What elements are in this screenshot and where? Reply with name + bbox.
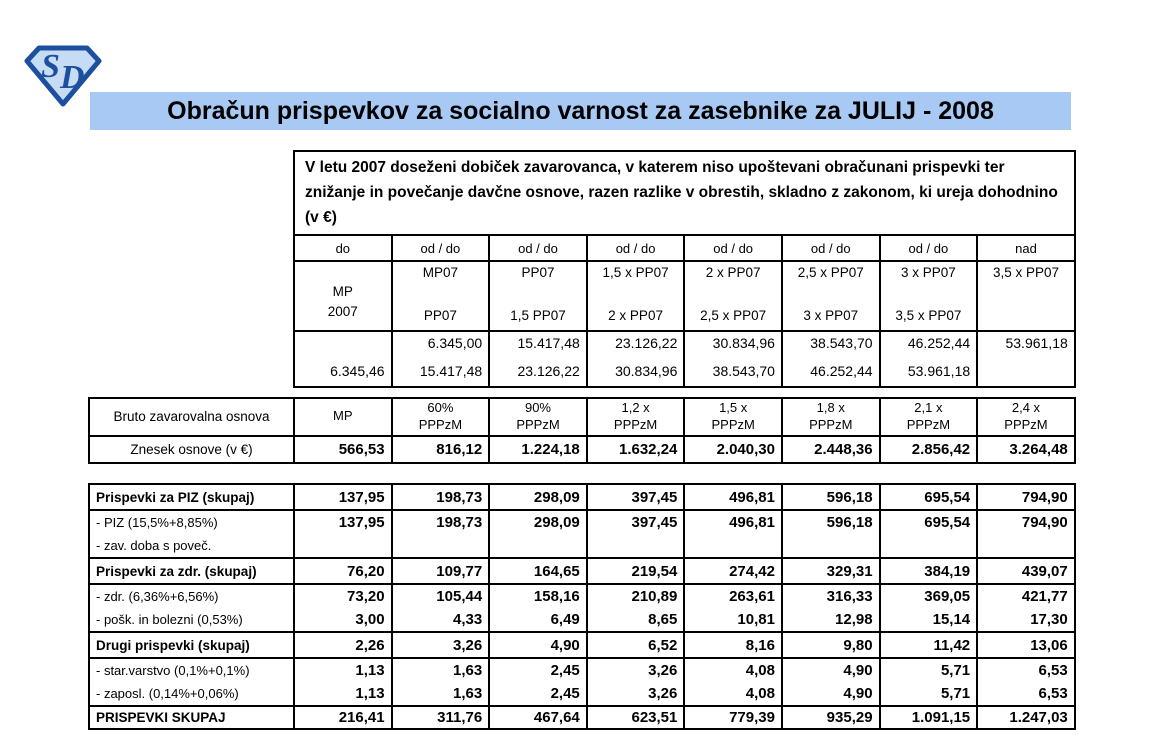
base-header-label: Bruto zavarovalna osnova <box>89 398 294 436</box>
amount-cell <box>587 534 685 558</box>
table-row <box>89 484 1075 510</box>
amount-cell: 779,39 <box>684 706 782 729</box>
column-header-line: PPPzM <box>613 416 658 432</box>
amount-cell: 73,20 <box>294 584 392 608</box>
amount-cell <box>880 534 978 558</box>
logo-letter-d: D <box>60 59 85 96</box>
row-label-cell: - zaposl. (0,14%+0,06%) <box>89 682 294 706</box>
amount-cell: 3,26 <box>587 658 685 682</box>
amount-range-cell <box>294 331 392 387</box>
amount-cell <box>392 534 490 558</box>
amount-range-cell <box>782 331 880 387</box>
amount-cell: 369,05 <box>880 584 978 608</box>
amount-top: 38.543,70 <box>810 335 873 352</box>
row-label-cell: Prispevki za zdr. (skupaj) <box>89 558 294 584</box>
amount-range-cell <box>684 331 782 387</box>
threshold-bottom: PP07 <box>423 308 457 324</box>
table-row <box>89 558 1075 584</box>
amount-cell: 1.091,15 <box>880 706 978 729</box>
amount-cell: 158,16 <box>489 584 587 608</box>
column-header-line: PPPzM <box>1004 416 1048 432</box>
profit-table-heading: V letu 2007 doseženi dobiček zavarovanca, v katerem niso upoštevani obračunani prispevki ter znižanje in povečanje davčne osnove, razen razlike v obrestih, skladno z zakonom, ki ureja dohodnino (v €) <box>294 151 1075 235</box>
range-type-cell: od / do <box>392 235 490 261</box>
amount-bottom: 23.126,22 <box>517 363 580 380</box>
base-value-label: Znesek osnove (v €) <box>89 436 294 463</box>
amount-cell: 5,71 <box>880 658 978 682</box>
amount-cell: 496,81 <box>684 484 782 510</box>
table-row <box>89 658 1075 682</box>
threshold-bottom: 3,5 x PP07 <box>895 308 962 324</box>
threshold-label-cell <box>294 261 392 331</box>
row-label-cell: PRISPEVKI SKUPAJ <box>89 706 294 729</box>
amount-cell: 1.247,03 <box>977 706 1075 729</box>
threshold-top: 2 x PP07 <box>705 265 761 281</box>
column-header-line: PPPzM <box>711 416 755 432</box>
amount-cell: 1,63 <box>392 658 490 682</box>
threshold-top: PP07 <box>521 265 555 281</box>
base-amount-cell: 2.040,30 <box>684 436 782 463</box>
base-amount-cell: 1.632,24 <box>587 436 685 463</box>
amount-cell: 6,53 <box>977 658 1075 682</box>
range-type-cell: nad <box>977 235 1075 261</box>
amount-cell: 17,30 <box>977 608 1075 632</box>
threshold-top: MP07 <box>422 265 459 281</box>
amount-cell: 2,26 <box>294 632 392 658</box>
amount-cell: 274,42 <box>684 558 782 584</box>
amount-cell: 1,13 <box>294 682 392 706</box>
amount-top: 46.252,44 <box>907 335 971 352</box>
base-amount-cell: 566,53 <box>294 436 392 463</box>
table-row <box>89 534 1075 558</box>
amount-top: 30.834,96 <box>712 335 775 352</box>
amount-cell: 316,33 <box>782 584 880 608</box>
row-label-cell: - PIZ (15,5%+8,85%) <box>89 510 294 534</box>
amount-cell: 421,77 <box>977 584 1075 608</box>
amount-bottom: 15.417,48 <box>419 363 483 380</box>
amount-cell: 8,16 <box>684 632 782 658</box>
amount-cell: 623,51 <box>587 706 685 729</box>
column-header-line: 2,1 x <box>914 400 943 415</box>
threshold-top: 3 x PP07 <box>900 265 956 281</box>
amount-cell: 397,45 <box>587 510 685 534</box>
amount-cell <box>782 534 880 558</box>
threshold-bottom: 1,5 PP07 <box>510 308 566 324</box>
amount-bottom: 38.543,70 <box>712 363 775 380</box>
amount-cell <box>294 534 392 558</box>
amount-cell: 935,29 <box>782 706 880 729</box>
row-label-cell: - star.varstvo (0,1%+0,1%) <box>89 658 294 682</box>
table-row <box>89 632 1075 658</box>
page-title: Obračun prispevkov za socialno varnost za zasebnike za JULIJ - 2008 <box>167 96 994 125</box>
base-amount-cell: 2.448,36 <box>782 436 880 463</box>
base-amount-cell: 1.224,18 <box>489 436 587 463</box>
base-amount-cell: 816,12 <box>392 436 490 463</box>
amount-cell: 695,54 <box>880 510 978 534</box>
amount-cell: 10,81 <box>684 608 782 632</box>
amount-cell: 13,06 <box>977 632 1075 658</box>
amount-cell: 311,76 <box>392 706 490 729</box>
table-row <box>89 436 1075 463</box>
amount-cell: 105,44 <box>392 584 490 608</box>
table-row <box>294 235 1075 261</box>
base-column-header <box>392 398 490 436</box>
title-bar <box>90 92 1071 130</box>
amount-bottom: 46.252,44 <box>810 363 873 380</box>
threshold-bottom: 2,5 x PP07 <box>700 308 767 324</box>
row-label-cell: Prispevki za PIZ (skupaj) <box>89 484 294 510</box>
base-column-header <box>684 398 782 436</box>
row-label-cell: - zav. doba s poveč. <box>89 534 294 558</box>
column-header-line: PPPzM <box>418 416 463 432</box>
threshold-label-cell <box>587 261 685 331</box>
amount-cell: 2,45 <box>489 658 587 682</box>
threshold-label-cell <box>684 261 782 331</box>
base-amount-cell: 2.856,42 <box>880 436 978 463</box>
amount-cell: 15,14 <box>880 608 978 632</box>
threshold-bottom: 2 x PP07 <box>608 308 663 324</box>
threshold-label-cell <box>392 261 490 331</box>
amount-cell: 298,09 <box>489 510 587 534</box>
range-type-cell: od / do <box>880 235 978 261</box>
amount-range-cell <box>880 331 978 387</box>
amount-cell: 76,20 <box>294 558 392 584</box>
amount-cell: 794,90 <box>977 484 1075 510</box>
amount-cell: 137,95 <box>294 510 392 534</box>
amount-cell: 8,65 <box>587 608 685 632</box>
amount-top: 23.126,22 <box>615 335 678 352</box>
table-row <box>294 261 1075 331</box>
amount-cell: 12,98 <box>782 608 880 632</box>
threshold-label-cell <box>782 261 880 331</box>
amount-cell <box>489 534 587 558</box>
threshold-bottom: 3 x PP07 <box>803 308 859 324</box>
amount-cell: 439,07 <box>977 558 1075 584</box>
amount-cell: 263,61 <box>684 584 782 608</box>
amount-cell: 596,18 <box>782 510 880 534</box>
range-type-cell: od / do <box>587 235 685 261</box>
row-label-cell: - pošk. in bolezni (0,53%) <box>89 608 294 632</box>
base-column-header <box>587 398 685 436</box>
amount-cell: 11,42 <box>880 632 978 658</box>
amount-cell <box>977 534 1075 558</box>
amount-cell: 2,45 <box>489 682 587 706</box>
amount-cell: 3,26 <box>392 632 490 658</box>
amount-cell: 198,73 <box>392 484 490 510</box>
column-header-line: PPPzM <box>906 416 951 432</box>
amount-top: 15.417,48 <box>517 335 580 352</box>
column-header-line: PPPzM <box>516 416 560 432</box>
amount-cell <box>684 534 782 558</box>
column-header-line: 2,4 x <box>1011 400 1041 415</box>
amount-cell: 219,54 <box>587 558 685 584</box>
amount-bottom: 53.961,18 <box>907 363 971 380</box>
amount-cell: 4,33 <box>392 608 490 632</box>
amount-cell: 1,13 <box>294 658 392 682</box>
amount-cell: 198,73 <box>392 510 490 534</box>
table-row <box>89 682 1075 706</box>
threshold-top: 3,5 x PP07 <box>992 265 1059 281</box>
column-header-line: 1,8 x <box>816 400 845 415</box>
amount-cell: 137,95 <box>294 484 392 510</box>
table-row <box>294 331 1075 387</box>
threshold-top: 1,5 x PP07 <box>602 265 669 281</box>
threshold-top: MP <box>332 283 353 299</box>
threshold-bottom: 2007 <box>327 304 358 320</box>
column-header-line: 90% <box>524 400 551 415</box>
amount-cell: 9,80 <box>782 632 880 658</box>
amount-cell: 467,64 <box>489 706 587 729</box>
threshold-label-cell <box>489 261 587 331</box>
table-row <box>89 398 1075 436</box>
column-header-line: PPPzM <box>809 416 853 432</box>
amount-cell: 397,45 <box>587 484 685 510</box>
amount-cell: 3,00 <box>294 608 392 632</box>
column-header-line: 1,2 x <box>621 400 650 415</box>
amount-cell: 4,90 <box>782 682 880 706</box>
logo-letter-s: S <box>41 48 60 85</box>
insurance-base-table <box>88 397 1076 464</box>
profit-range-table <box>293 150 1076 388</box>
amount-cell: 164,65 <box>489 558 587 584</box>
amount-cell: 695,54 <box>880 484 978 510</box>
threshold-top: 2,5 x PP07 <box>797 265 864 281</box>
base-amount-cell: 3.264,48 <box>977 436 1075 463</box>
amount-cell: 298,09 <box>489 484 587 510</box>
row-label-cell: - zdr. (6,36%+6,56%) <box>89 584 294 608</box>
amount-cell: 6,49 <box>489 608 587 632</box>
amount-cell: 3,26 <box>587 682 685 706</box>
amount-cell: 794,90 <box>977 510 1075 534</box>
amount-bottom: 30.834,96 <box>615 363 678 380</box>
amount-cell: 6,53 <box>977 682 1075 706</box>
amount-range-cell <box>977 331 1075 387</box>
amount-cell: 596,18 <box>782 484 880 510</box>
amount-cell: 384,19 <box>880 558 978 584</box>
row-label-cell: Drugi prispevki (skupaj) <box>89 632 294 658</box>
amount-cell: 329,31 <box>782 558 880 584</box>
table-row <box>89 510 1075 534</box>
table-row <box>89 608 1075 632</box>
amount-top: 53.961,18 <box>1005 335 1068 352</box>
base-column-header <box>489 398 587 436</box>
base-column-header <box>880 398 978 436</box>
column-header-line: 60% <box>427 400 454 415</box>
range-type-cell: od / do <box>782 235 880 261</box>
amount-cell: 1,63 <box>392 682 490 706</box>
amount-cell: 5,71 <box>880 682 978 706</box>
base-column-header <box>782 398 880 436</box>
threshold-label-cell <box>977 261 1075 331</box>
range-type-cell: od / do <box>489 235 587 261</box>
amount-cell: 4,90 <box>489 632 587 658</box>
amount-cell: 4,90 <box>782 658 880 682</box>
base-column-header <box>977 398 1075 436</box>
range-type-cell: od / do <box>684 235 782 261</box>
threshold-label-cell <box>880 261 978 331</box>
column-header-line: MP <box>333 408 353 424</box>
amount-cell: 496,81 <box>684 510 782 534</box>
amount-cell: 210,89 <box>587 584 685 608</box>
table-row <box>294 151 1075 235</box>
amount-top: 6.345,00 <box>427 335 483 352</box>
amount-range-cell <box>489 331 587 387</box>
range-type-cell: do <box>294 235 392 261</box>
amount-cell: 4,08 <box>684 658 782 682</box>
amount-cell: 216,41 <box>294 706 392 729</box>
amount-cell: 109,77 <box>392 558 490 584</box>
base-column-header <box>294 398 392 436</box>
amount-range-cell <box>392 331 490 387</box>
column-header-line: 1,5 x <box>719 400 748 415</box>
amount-cell: 6,52 <box>587 632 685 658</box>
amount-bottom: 6.345,46 <box>330 363 385 380</box>
contributions-table <box>88 483 1076 730</box>
table-row <box>89 706 1075 729</box>
amount-range-cell <box>587 331 685 387</box>
table-row <box>89 584 1075 608</box>
amount-cell: 4,08 <box>684 682 782 706</box>
